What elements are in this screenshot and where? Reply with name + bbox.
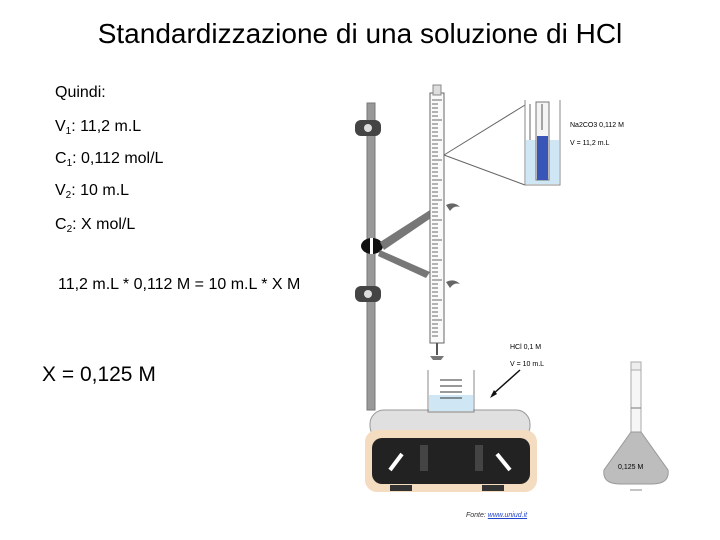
formula-text: 11,2 m.L * 0,112 M = 10 m.L * X M <box>58 276 301 293</box>
burette-inset <box>525 100 560 185</box>
source-link[interactable]: www.uniud.it <box>487 512 528 519</box>
c2-symbol: C <box>55 216 67 233</box>
beaker <box>428 370 474 412</box>
burette-conc-label: Na2CO3 0,112 M <box>570 122 624 129</box>
v1-subscript: 1 <box>65 126 72 137</box>
source-credit <box>466 512 527 519</box>
result-text: X = 0,125 M <box>42 363 156 386</box>
page-title: Standardizzazione di una soluzione di HCl <box>97 18 623 49</box>
v2-subscript: 2 <box>65 190 72 201</box>
intro-text: Quindi: <box>55 84 106 101</box>
beaker-volume-label: V = 10 m.L <box>510 361 545 368</box>
stirrer-plate <box>365 410 537 492</box>
c1-value: : 0,112 mol/L <box>72 150 164 167</box>
c1-symbol: C <box>55 150 67 167</box>
clamp-screw-icon <box>446 203 460 211</box>
c2-subscript: 2 <box>66 224 73 235</box>
c2-value: : X mol/L <box>72 216 136 233</box>
v1-symbol: V <box>55 118 66 135</box>
source-prefix: Fonte: <box>466 512 488 519</box>
v2-symbol: V <box>55 182 66 199</box>
burette-volume-label: V = 11,2 m.L <box>570 140 610 147</box>
v2-value: : 10 m.L <box>71 182 130 199</box>
beaker-conc-label: HCl 0,1 M <box>510 344 542 351</box>
flask-label: 0,125 M <box>618 464 644 471</box>
c1-subscript: 1 <box>66 158 73 169</box>
v1-value: : 11,2 m.L <box>71 118 142 135</box>
stopcock-icon <box>430 356 444 360</box>
burette <box>430 85 444 360</box>
zoom-lines <box>444 105 525 185</box>
clamp-screw-icon <box>446 280 460 288</box>
